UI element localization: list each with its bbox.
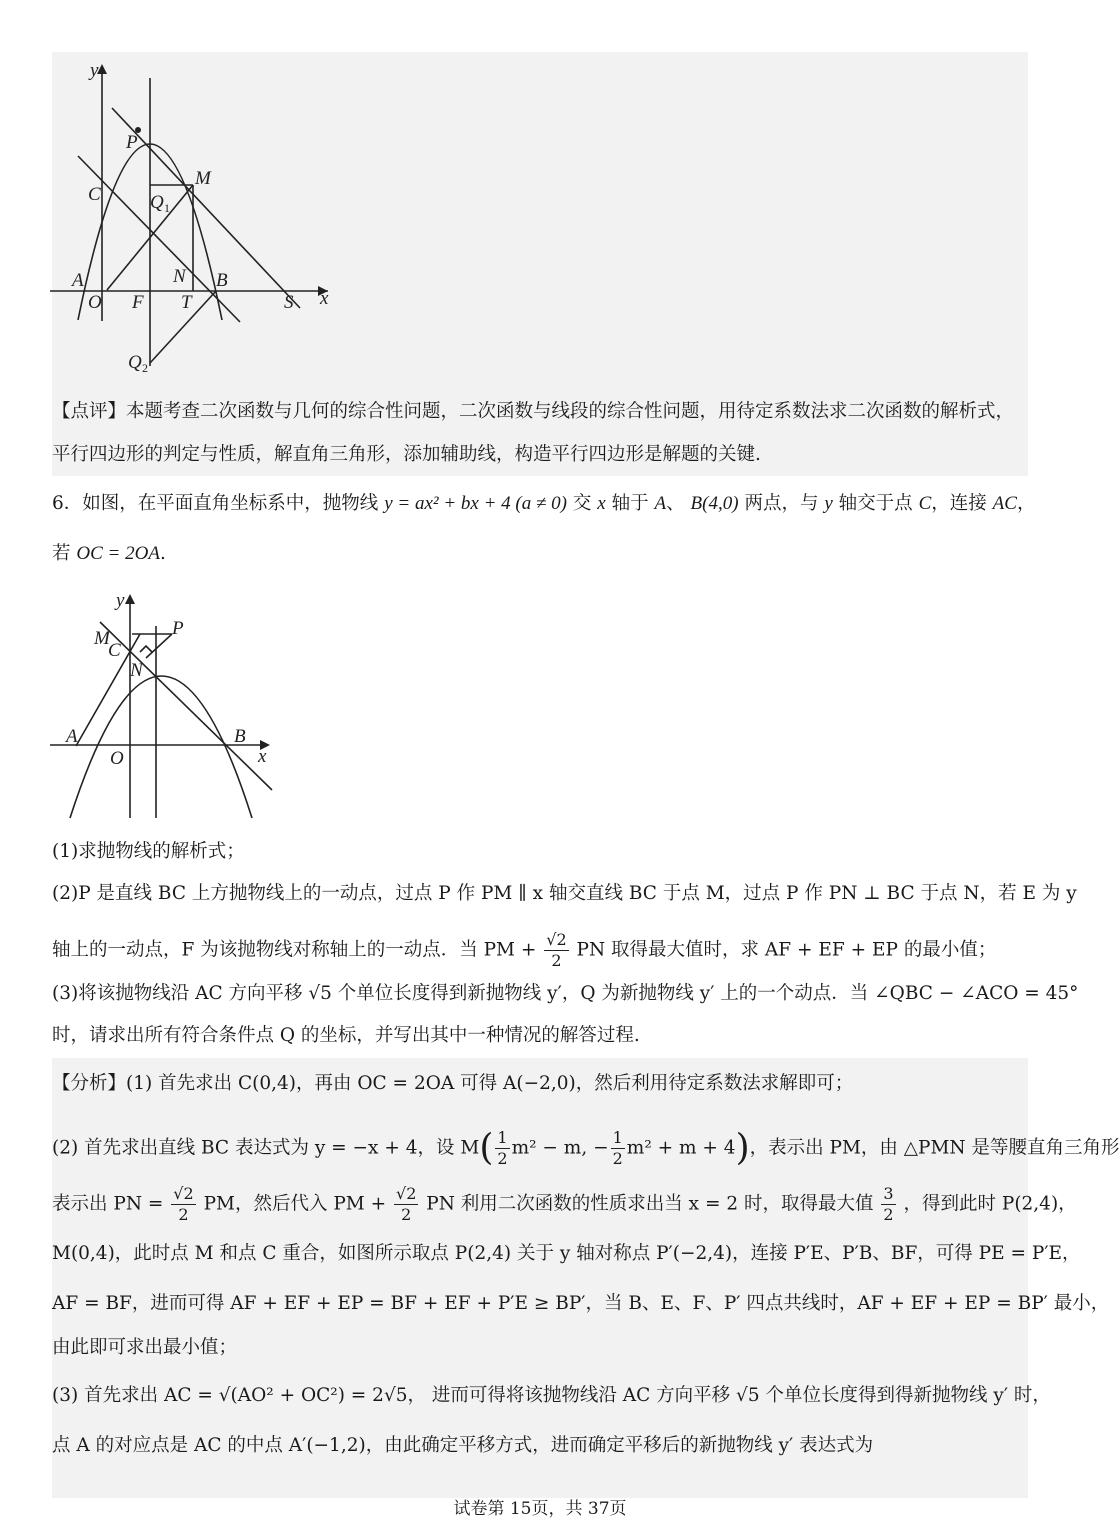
label-m: M	[195, 168, 211, 189]
question-3-line-1: (3)将该抛物线沿 AC 方向平移 √5 个单位长度得到新抛物线 y′，Q 为新抛物线 y′ 上的一个动点．当 ∠QBC − ∠ACO = 45°	[52, 983, 1079, 1004]
problem-text: 两点，与	[744, 493, 819, 514]
problem-text: 如图，在平面直角坐标系中，抛物线	[82, 493, 379, 514]
label-m2: M	[94, 628, 110, 649]
label-t: T	[181, 292, 192, 313]
analysis-text: ，得到此时 P(2,4)，	[903, 1193, 1077, 1215]
problem-text: .	[159, 543, 166, 564]
analysis-block	[52, 1058, 1028, 1498]
fraction-sqrt2	[171, 1184, 195, 1225]
equation-parabola: y = ax² + bx + 4 (a ≠ 0)	[384, 493, 567, 514]
label-c2: C	[108, 640, 121, 661]
frac-numerator: 3	[883, 1184, 894, 1203]
frac-numerator: √2	[173, 1184, 194, 1203]
label-q1: Q	[150, 192, 164, 213]
label-f: F	[132, 292, 144, 313]
fraction-three-halves	[881, 1184, 895, 1225]
analysis-text: m² + m + 4	[626, 1137, 736, 1159]
parabola-2	[70, 676, 252, 818]
frac-denominator: 2	[401, 1205, 412, 1224]
label-a2: A	[66, 726, 78, 747]
label-n2: N	[130, 660, 143, 681]
frac-numerator: √2	[396, 1184, 417, 1203]
page-footer: 试卷第 15页，共 37页	[453, 1499, 627, 1519]
equation-oc-2oa: OC = 2OA	[76, 543, 160, 564]
problem-text: 交	[572, 493, 592, 514]
question-2-line-2	[52, 930, 996, 971]
label-q2: Q	[128, 352, 142, 373]
frac-denominator: 2	[551, 951, 562, 970]
frac-denominator: 2	[612, 1149, 623, 1168]
label-c: C	[88, 184, 101, 205]
var-a: A	[654, 493, 667, 514]
analysis-line-6: 由此即可求出最小值；	[52, 1337, 238, 1358]
label-s: S	[284, 292, 294, 313]
analysis-text: m² − m, −	[511, 1137, 609, 1159]
label-o: O	[88, 292, 102, 313]
label-b2: B	[234, 726, 246, 747]
frac-denominator: 2	[178, 1205, 189, 1224]
frac-denominator: 2	[883, 1205, 894, 1224]
label-y2: y	[116, 590, 125, 611]
analysis-line-5: AF = BF，进而可得 AF + EF + EP = BF + EF + P′E ≥ BP′，当 B、E、F、P′ 四点共线时，AF + EF + EP = BP′ 最小，	[52, 1293, 1110, 1314]
var-y: y	[824, 493, 833, 514]
analysis-text: PN 利用二次函数的性质求出当 x = 2 时，取得最大值	[426, 1193, 874, 1215]
analysis-line-2: (2) 首先求出直线 BC 表达式为 y = −x + 4，设 M( $\frac{1}{2}$ m² − m, − $\frac{1}{2}$ m² + m + 4)，表示出 PM，由 △PMN 是等腰直角三角形	[52, 1127, 1119, 1169]
problem-6-line-1	[52, 492, 1035, 516]
fraction-half	[611, 1128, 625, 1169]
figure-1-diagram	[50, 58, 350, 380]
problem-6-line-2	[52, 542, 166, 566]
label-b: B	[216, 270, 228, 291]
fraction-half	[495, 1128, 509, 1169]
label-a: A	[72, 270, 84, 291]
label-q1-sub: 1	[164, 201, 170, 215]
label-p2: P	[172, 618, 184, 639]
q2-text: 轴上的一动点，F 为该抛物线对称轴上的一动点．当 PM +	[52, 939, 537, 961]
analysis-text: ，表示出 PM，由 △PMN 是等腰直角三角形	[749, 1137, 1119, 1159]
analysis-line-8: 点 A 的对应点是 AC 的中点 A′(−1,2)，由此确定平移方式，进而确定平移后的新抛物线 y′ 表达式为	[52, 1435, 874, 1456]
var-ac: AC	[992, 493, 1017, 514]
fraction-sqrt2-over-2	[544, 930, 568, 971]
question-1: (1)求抛物线的解析式；	[52, 841, 245, 862]
analysis-text: (2) 首先求出直线 BC 表达式为 y = −x + 4，设 M	[52, 1137, 480, 1159]
problem-text: 轴于	[611, 493, 649, 514]
problem-text: 轴交于点	[838, 493, 913, 514]
label-p: P	[126, 132, 138, 153]
frac-denominator: 2	[497, 1149, 508, 1168]
analysis-line-4: M(0,4)，此时点 M 和点 C 重合，如图所示取点 P(2,4) 关于 y 轴对称点 P′(−2,4)，连接 P′E、P′B、BF，可得 PE = P′E，	[52, 1243, 1081, 1264]
figure-2-diagram	[50, 586, 280, 822]
analysis-line-3	[52, 1184, 1077, 1225]
label-x2: x	[258, 746, 267, 767]
label-q2-sub: 2	[142, 361, 148, 375]
analysis-text: PM，然后代入 PM +	[203, 1193, 387, 1215]
question-2-line-1: (2)P 是直线 BC 上方抛物线上的一动点，过点 P 作 PM ∥ x 轴交直线 BC 于点 M，过点 P 作 PN ⊥ BC 于点 N，若 E 为 y	[52, 883, 1077, 904]
fraction-sqrt2	[394, 1184, 418, 1225]
problem-text: 、	[666, 493, 685, 514]
label-x: x	[320, 288, 329, 309]
var-c: C	[918, 493, 932, 514]
problem-text: ，	[1016, 493, 1036, 514]
analysis-line-1: 【分析】(1) 首先求出 C(0,4)，再由 OC = 2OA 可得 A(−2,0)，然后利用待定系数法求解即可；	[52, 1073, 854, 1094]
question-3-line-2: 时，请求出所有符合条件点 Q 的坐标，并写出其中一种情况的解答过程.	[52, 1025, 640, 1046]
label-o2: O	[110, 748, 124, 769]
label-n: N	[173, 266, 186, 287]
comment-line-1: 【点评】本题考查二次函数与几何的综合性问题，二次函数与线段的综合性问题，用待定系数法求二次函数的解析式，	[52, 401, 1015, 422]
comment-line-2: 平行四边形的判定与性质，解直角三角形，添加辅助线，构造平行四边形是解题的关键.	[52, 444, 761, 465]
problem-number: 6．	[52, 493, 83, 514]
label-y: y	[90, 60, 99, 81]
q2-text: PN 取得最大值时，求 AF + EF + EP 的最小值；	[576, 939, 997, 961]
analysis-line-7: (3) 首先求出 AC = √(AO² + OC²) = 2√5， 进而可得将该抛物线沿 AC 方向平移 √5 个单位长度得到得新抛物线 y′ 时，	[52, 1385, 1051, 1406]
problem-text: 若	[52, 543, 71, 564]
point-b: B(4,0)	[690, 493, 739, 514]
problem-text: ，连接	[931, 493, 987, 514]
analysis-text: 表示出 PN =	[52, 1193, 164, 1215]
frac-numerator: 1	[497, 1128, 508, 1147]
var-x: x	[597, 493, 606, 514]
frac-numerator: √2	[546, 930, 567, 949]
frac-numerator: 1	[612, 1128, 623, 1147]
